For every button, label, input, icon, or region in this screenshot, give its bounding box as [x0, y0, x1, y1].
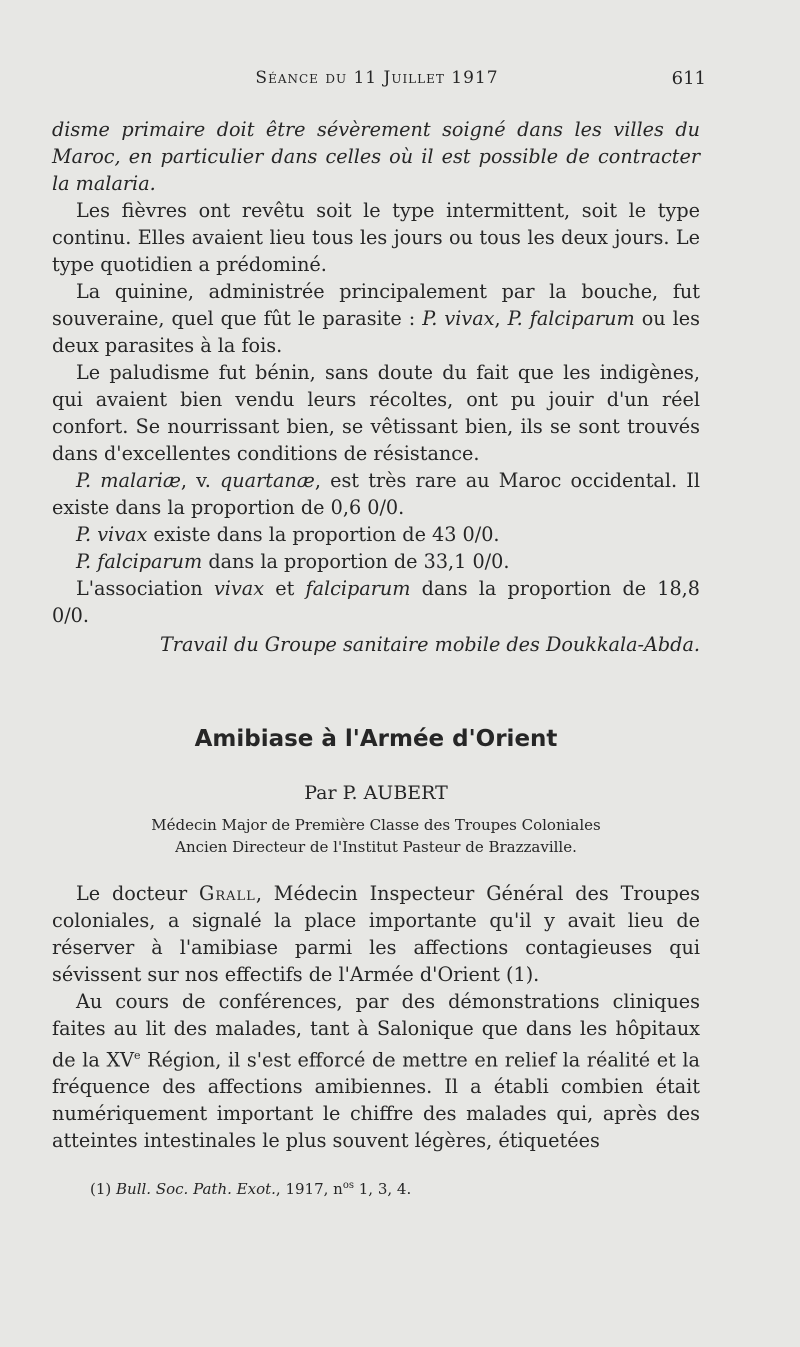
author-affiliation — [52, 814, 700, 858]
previous-article-ending — [52, 116, 700, 658]
paragraph: L'association vivax et falciparum dans la proportion de 18,8 0/0. — [52, 577, 700, 627]
paragraph: P. malariæ, v. quartanæ, est très rare au Maroc occidental. Il existe dans la proportion de 0,6 0/0. — [52, 469, 700, 519]
paragraph: disme primaire doit être sévèrement soigné dans les villes du Maroc, en particulier dans celles où il est possible de contracter la malaria. — [52, 118, 700, 195]
paragraph: La quinine, administrée principalement par la bouche, fut souveraine, quel que fût le parasite : P. vivax, P. falciparum ou les deux parasites à la fois. — [52, 280, 701, 357]
article-author: Par P. AUBERT — [304, 782, 448, 804]
affiliation-line: Médecin Major de Première Classe des Troupes Coloniales — [151, 816, 601, 834]
article-body — [52, 880, 700, 1154]
affiliation-line: Ancien Directeur de l'Institut Pasteur de Brazzaville. — [175, 838, 577, 856]
paragraph: Les fièvres ont revêtu soit le type intermittent, soit le type continu. Elles avaient lieu tous les jours ou tous les deux jours. Le type quotidien a prédominé. — [52, 199, 700, 276]
paragraph: P. falciparum dans la proportion de 33,1 0/0. — [76, 550, 510, 573]
page-number: 611 — [671, 68, 706, 89]
signature: Travail du Groupe sanitaire mobile des Doukkala-Abda. — [160, 633, 700, 656]
paragraph: Au cours de conférences, par des démonstrations cliniques faites au lit des malades, tant à Salonique que dans les hôpitaux de la XVe Région, il s'est efforcé de mettre en relief la réalité et la fréquence des affections amibiennes. Il a établi combien était numériquement important le chiffre des malades qui, après des atteintes intestinales le plus souvent légères, étiquetées — [52, 990, 700, 1153]
running-head — [52, 68, 706, 98]
running-title: Séance du 11 Juillet 1917 — [255, 68, 499, 88]
paragraph: Le docteur Grall, Médecin Inspecteur Général des Troupes coloniales, a signalé la place importante qu'il y avait lieu de réserver à l'amibiase parmi les affections contagieuses qui sévissent sur nos effectifs de l'Armée d'Orient (1). — [52, 882, 700, 986]
paragraph: Le paludisme fut bénin, sans doute du fait que les indigènes, qui avaient bien vendu leurs récoltes, ont pu jouir d'un réel confort. Se nourrissant bien, se vêtissant bien, ils se sont trouvés dans d'excellentes conditions de résistance. — [52, 361, 700, 465]
paragraph: P. vivax existe dans la proportion de 43 0/0. — [76, 523, 500, 546]
footnote: (1) Bull. Soc. Path. Exot., 1917, $n^{os}$ 1, 3, 4. — [90, 1180, 412, 1198]
article-title: Amibiase à l'Armée d'Orient — [194, 726, 558, 752]
